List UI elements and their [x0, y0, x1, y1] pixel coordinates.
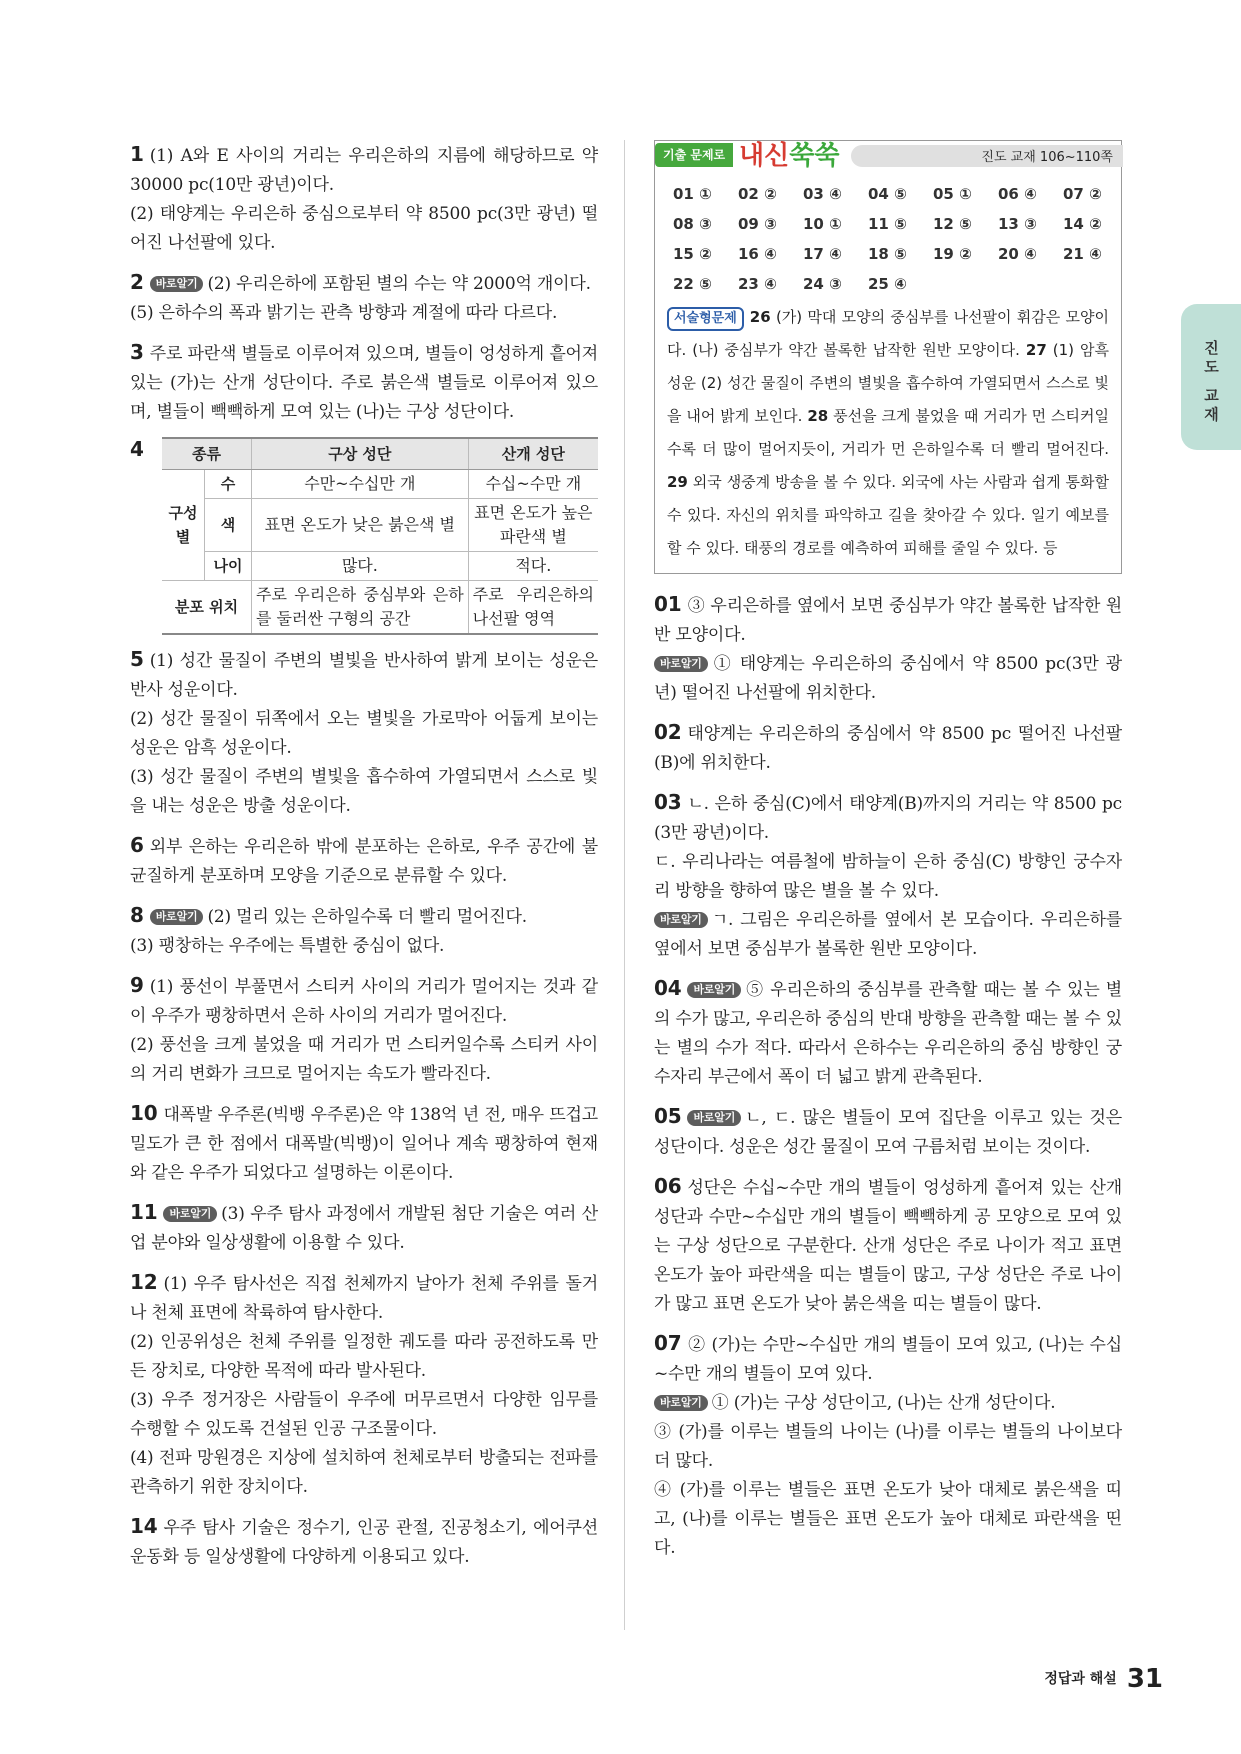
- answer-item: 09 ③: [738, 215, 777, 233]
- table-cell: 주로 우리은하의 나선팔 영역: [468, 581, 598, 635]
- answer-text: ㄱ. 그림은 우리은하를 옆에서 본 모습이다. 우리은하를 옆에서 보면 중심부가 볼록한 원반 모양이다.: [654, 910, 1122, 959]
- answer-item: 08 ③: [673, 215, 712, 233]
- answer-item: 21 ④: [1063, 245, 1102, 263]
- question-number: 29: [667, 473, 688, 491]
- answer-item: 25 ④: [868, 275, 907, 293]
- side-tab: [1181, 304, 1241, 450]
- row-label: 수: [205, 470, 252, 499]
- answer-grid: [655, 175, 1121, 293]
- answer-text: (1) 우주 탐사선은 직접 천체까지 날아가 천체 주위를 돌거나 천체 표면에 착륙하여 탐사한다.: [130, 1274, 598, 1323]
- table-header: 산개 성단: [468, 438, 598, 470]
- question-number: 8: [130, 903, 144, 927]
- explain-03: [654, 788, 1122, 964]
- question-number: 9: [130, 973, 144, 997]
- question-number: 27: [1025, 341, 1047, 359]
- right-column: [654, 140, 1122, 1563]
- question-number: 12: [130, 1270, 158, 1294]
- left-column: [130, 140, 598, 1572]
- section-title-main: 내신: [739, 141, 790, 171]
- correction-badge: 바로알기: [163, 1206, 217, 1222]
- page-footer: [1044, 1664, 1163, 1694]
- answer-text: 주로 파란색 별들로 이루어져 있으며, 별들이 엉성하게 흩어져 있는 (가)는 산개 성단이다. 주로 붉은색 별들로 이루어져 있으며, 별들이 빽빽하게 모여 있는 (나)는 구상 성단이다.: [130, 344, 598, 422]
- section-title-accent: 쑥쑥: [789, 141, 840, 171]
- answer-text: 외국 생중계 방송을 볼 수 있다. 외국에 사는 사람과 쉽게 통화할 수 있다. 자신의 위치를 파악하고 길을 찾아갈 수 있다. 일기 예보를 할 수 있다. 태풍의 경로를 예측하여 피해를 줄일 수 있다. 등: [667, 473, 1109, 557]
- question-number: 5: [130, 647, 144, 671]
- answer-text: (5) 은하수의 폭과 밝기는 관측 방향과 계절에 따라 다르다.: [130, 303, 558, 323]
- answer-text: ③ 우리은하를 옆에서 보면 중심부가 약간 볼록한 납작한 원반 모양이다.: [654, 596, 1122, 645]
- answer-item: 10 ①: [803, 215, 842, 233]
- answer-text: (2) 멀리 있는 은하일수록 더 빨리 멀어진다.: [207, 907, 527, 927]
- answer-item: 24 ③: [803, 275, 842, 293]
- answer-text: (3) 우주 정거장은 사람들이 우주에 머무르면서 다양한 임무를 수행할 수 있도록 건설된 인공 구조물이다.: [130, 1390, 598, 1439]
- question-number: 07: [654, 1331, 682, 1355]
- answer-text: (1) 성간 물질이 주변의 별빛을 반사하여 밝게 보이는 성운은 반사 성운이다.: [130, 651, 598, 700]
- answer-5: [130, 645, 598, 821]
- correction-badge: 바로알기: [654, 912, 708, 928]
- answer-text: (3) 성간 물질이 주변의 별빛을 흡수하여 가열되면서 스스로 빛을 내는 성운은 방출 성운이다.: [130, 767, 598, 816]
- answer-item: 15 ②: [673, 245, 712, 263]
- answer-key-box: [654, 140, 1122, 574]
- question-number: 04: [654, 976, 682, 1000]
- question-number: 03: [654, 790, 682, 814]
- footer-label: 정답과 해설: [1044, 1671, 1117, 1687]
- answer-text: 외부 은하는 우리은하 밖에 분포하는 은하로, 우주 공간에 불균질하게 분포하며 모양을 기준으로 분류할 수 있다.: [130, 837, 598, 886]
- question-number: 06: [654, 1174, 682, 1198]
- row-label: 분포 위치: [162, 581, 252, 635]
- correction-badge: 바로알기: [687, 982, 741, 998]
- answer-item: 17 ④: [803, 245, 842, 263]
- cluster-comparison-table: [162, 437, 598, 635]
- answer-text: 태양계는 우리은하의 중심에서 약 8500 pc 떨어진 나선팔(B)에 위치한다.: [654, 724, 1122, 773]
- question-number: 1: [130, 142, 144, 166]
- answer-text: (2) 인공위성은 천체 주위를 일정한 궤도를 따라 공전하도록 만든 장치로, 다양한 목적에 따라 발사된다.: [130, 1332, 598, 1381]
- correction-badge: 바로알기: [654, 1395, 708, 1411]
- answer-text: (3) 팽창하는 우주에는 특별한 중심이 없다.: [130, 936, 445, 956]
- answer-3: [130, 338, 598, 427]
- table-cell: 많다.: [252, 552, 469, 581]
- table-cell: 주로 우리은하 중심부와 은하를 둘러싼 구형의 공간: [252, 581, 469, 635]
- page-number: 31: [1126, 1664, 1163, 1694]
- correction-badge: 바로알기: [687, 1110, 741, 1126]
- answer-item: 11 ⑤: [868, 215, 907, 233]
- answer-item: 04 ⑤: [868, 185, 907, 203]
- answer-item: 01 ①: [673, 185, 712, 203]
- correction-badge: 바로알기: [150, 276, 204, 292]
- answer-6: [130, 831, 598, 891]
- explain-02: [654, 718, 1122, 778]
- answer-text: ㄴ, ㄷ. 많은 별들이 모여 집단을 이루고 있는 것은 성단이다. 성운은 성간 물질이 모여 구름처럼 보이는 것이다.: [654, 1108, 1122, 1157]
- question-number: 26: [749, 308, 771, 326]
- explain-01: [654, 590, 1122, 708]
- explain-07: [654, 1329, 1122, 1563]
- question-number: 3: [130, 340, 144, 364]
- table-header: 구상 성단: [252, 438, 469, 470]
- question-number: 01: [654, 592, 682, 616]
- answer-text: ③ (가)를 이루는 별들의 나이는 (나)를 이루는 별들의 나이보다 더 많다.: [654, 1422, 1122, 1471]
- table-header: 종류: [162, 438, 252, 470]
- table-cell: 표면 온도가 낮은 붉은색 별: [252, 499, 469, 552]
- answer-text: (가) 막대 모양의 중심부를 나선팔이 휘감은 모양이다. (나) 중심부가 약간 볼록한 납작한 원반 모양이다.: [667, 308, 1109, 359]
- question-number: 28: [807, 407, 829, 425]
- question-number: 05: [654, 1104, 682, 1128]
- answer-item: 06 ④: [998, 185, 1037, 203]
- answer-text: (2) 우리은하에 포함된 별의 수는 약 2000억 개이다.: [207, 274, 591, 294]
- answer-text: ① 태양계는 우리은하의 중심에서 약 8500 pc(3만 광년) 떨어진 나선팔에 위치한다.: [654, 654, 1122, 703]
- answer-text: ④ (가)를 이루는 별들은 표면 온도가 낮아 대체로 붉은색을 띠고, (나)를 이루는 별들은 표면 온도가 높아 대체로 파란색을 띤다.: [654, 1480, 1122, 1558]
- section-tag: 기출 문제로: [655, 143, 733, 167]
- answer-item: 05 ①: [933, 185, 972, 203]
- answer-text: ㄴ. 은하 중심(C)에서 태양계(B)까지의 거리는 약 8500 pc (3만 광년)이다.: [654, 794, 1122, 843]
- essay-tag: 서술형문제: [667, 307, 744, 331]
- row-label: 나이: [205, 552, 252, 581]
- answer-text: (2) 성간 물질이 뒤쪽에서 오는 별빛을 가로막아 어둡게 보이는 성운은 암흑 성운이다.: [130, 709, 598, 758]
- section-title: [739, 135, 839, 172]
- answer-text: ⑤ 우리은하의 중심부를 관측할 때는 볼 수 있는 별의 수가 많고, 우리은하 중심의 반대 방향을 관측할 때는 볼 수 있는 별의 수가 적다. 따라서 은하수는 우리은하의 중심 방향인 궁수자리 부근에서 폭이 더 넓고 밝게 관측된다.: [654, 980, 1122, 1087]
- row-label: 색: [205, 499, 252, 552]
- textbook-reference: 진도 교재 106~110쪽: [981, 150, 1113, 165]
- table-cell: 수만~수십만 개: [252, 470, 469, 499]
- answer-item: 02 ②: [738, 185, 777, 203]
- table-cell: 표면 온도가 높은 파란색 별: [468, 499, 598, 552]
- answer-text: (3) 우주 탐사 과정에서 개발된 첨단 기술은 여러 산업 분야와 일상생활에 이용할 수 있다.: [130, 1204, 598, 1253]
- answer-item: 23 ④: [738, 275, 777, 293]
- answer-8: [130, 901, 598, 961]
- explain-04: [654, 974, 1122, 1092]
- answer-item: 03 ④: [803, 185, 842, 203]
- answer-item: 12 ⑤: [933, 215, 972, 233]
- answer-2: [130, 268, 598, 328]
- answer-text: ㄷ. 우리나라는 여름철에 밤하늘이 은하 중심(C) 방향인 궁수자리 방향을 향하여 많은 별을 볼 수 있다.: [654, 852, 1122, 901]
- row-group-label: 구성 별: [162, 470, 205, 581]
- answer-text: 우주 탐사 기술은 정수기, 인공 관절, 진공청소기, 에어쿠션 운동화 등 일상생활에 다양하게 이용되고 있다.: [130, 1518, 598, 1567]
- question-number: 11: [130, 1200, 158, 1224]
- answer-item: 20 ④: [998, 245, 1037, 263]
- answer-text: (2) 풍선을 크게 불었을 때 거리가 먼 스티커일수록 스티커 사이의 거리 변화가 크므로 멀어지는 속도가 빨라진다.: [130, 1035, 598, 1084]
- correction-badge: 바로알기: [654, 656, 708, 672]
- answer-10: [130, 1099, 598, 1188]
- answer-item: 19 ②: [933, 245, 972, 263]
- answer-item: 13 ③: [998, 215, 1037, 233]
- answer-item: 07 ②: [1063, 185, 1102, 203]
- answer-text: ② (가)는 수만~수십만 개의 별들이 모여 있고, (나)는 수십~수만 개의 별들이 모여 있다.: [654, 1335, 1122, 1384]
- answer-14: [130, 1512, 598, 1572]
- question-number: 6: [130, 833, 144, 857]
- answer-text: 성단은 수십~수만 개의 별들이 엉성하게 흩어져 있는 산개 성단과 수만~수십만 개의 별들이 빽빽하게 공 모양으로 모여 있는 구상 성단으로 구분한다. 산개 성단은 주로 나이가 적고 표면 온도가 높아 파란색을 띠는 별들이 많고, 구상 성단은 주로 나이가 많고 표면 온도가 낮아 붉은색을 띠는 별들이 많다.: [654, 1178, 1122, 1314]
- question-number: 2: [130, 270, 144, 294]
- correction-badge: 바로알기: [150, 909, 204, 925]
- column-divider: [624, 140, 625, 1630]
- answer-item: 16 ④: [738, 245, 777, 263]
- answer-item: 22 ⑤: [673, 275, 712, 293]
- side-tab-label: 진도 교재: [1202, 340, 1220, 426]
- answer-text: (1) 풍선이 부풀면서 스티커 사이의 거리가 멀어지는 것과 같이 우주가 팽창하면서 은하 사이의 거리가 멀어진다.: [130, 977, 598, 1026]
- essay-answers: [655, 293, 1121, 565]
- answer-text: (2) 태양계는 우리은하 중심으로부터 약 8500 pc(3만 광년) 떨어진 나선팔에 있다.: [130, 204, 598, 253]
- answer-4: [130, 437, 598, 635]
- answer-9: [130, 971, 598, 1089]
- question-number: 10: [130, 1101, 158, 1125]
- answer-text: (1) 암흑 성운 (2) 성간 물질이 주변의 별빛을 흡수하여 가열되면서 스스로 빛을 내어 밝게 보인다.: [667, 341, 1109, 425]
- answer-text: ① (가)는 구상 성단이고, (나)는 산개 성단이다.: [711, 1393, 1056, 1413]
- question-number: 02: [654, 720, 682, 744]
- table-cell: 적다.: [468, 552, 598, 581]
- table-cell: 수십~수만 개: [468, 470, 598, 499]
- question-number: 14: [130, 1514, 158, 1538]
- question-number: 4: [130, 437, 144, 461]
- answer-item: 14 ②: [1063, 215, 1102, 233]
- answer-12: [130, 1268, 598, 1502]
- answer-1: [130, 140, 598, 258]
- answer-text: (1) A와 E 사이의 거리는 우리은하의 지름에 해당하므로 약 30000 pc(10만 광년)이다.: [130, 146, 598, 195]
- answer-item: 18 ⑤: [868, 245, 907, 263]
- answer-text: (4) 전파 망원경은 지상에 설치하여 천체로부터 방출되는 전파를 관측하기 위한 장치이다.: [130, 1448, 598, 1497]
- answer-text: 풍선을 크게 불었을 때 거리가 먼 스티커일수록 더 많이 멀어지듯이, 거리가 먼 은하일수록 더 빨리 멀어진다.: [667, 407, 1109, 458]
- explain-06: [654, 1172, 1122, 1319]
- answer-text: 대폭발 우주론(빅뱅 우주론)은 약 138억 년 전, 매우 뜨겁고 밀도가 큰 한 점에서 대폭발(빅뱅)이 일어나 계속 팽창하여 현재와 같은 우주가 되었다고 설명하는 이론이다.: [130, 1105, 598, 1183]
- answer-11: [130, 1198, 598, 1258]
- explain-05: [654, 1102, 1122, 1162]
- answer-key-header: [655, 141, 1123, 169]
